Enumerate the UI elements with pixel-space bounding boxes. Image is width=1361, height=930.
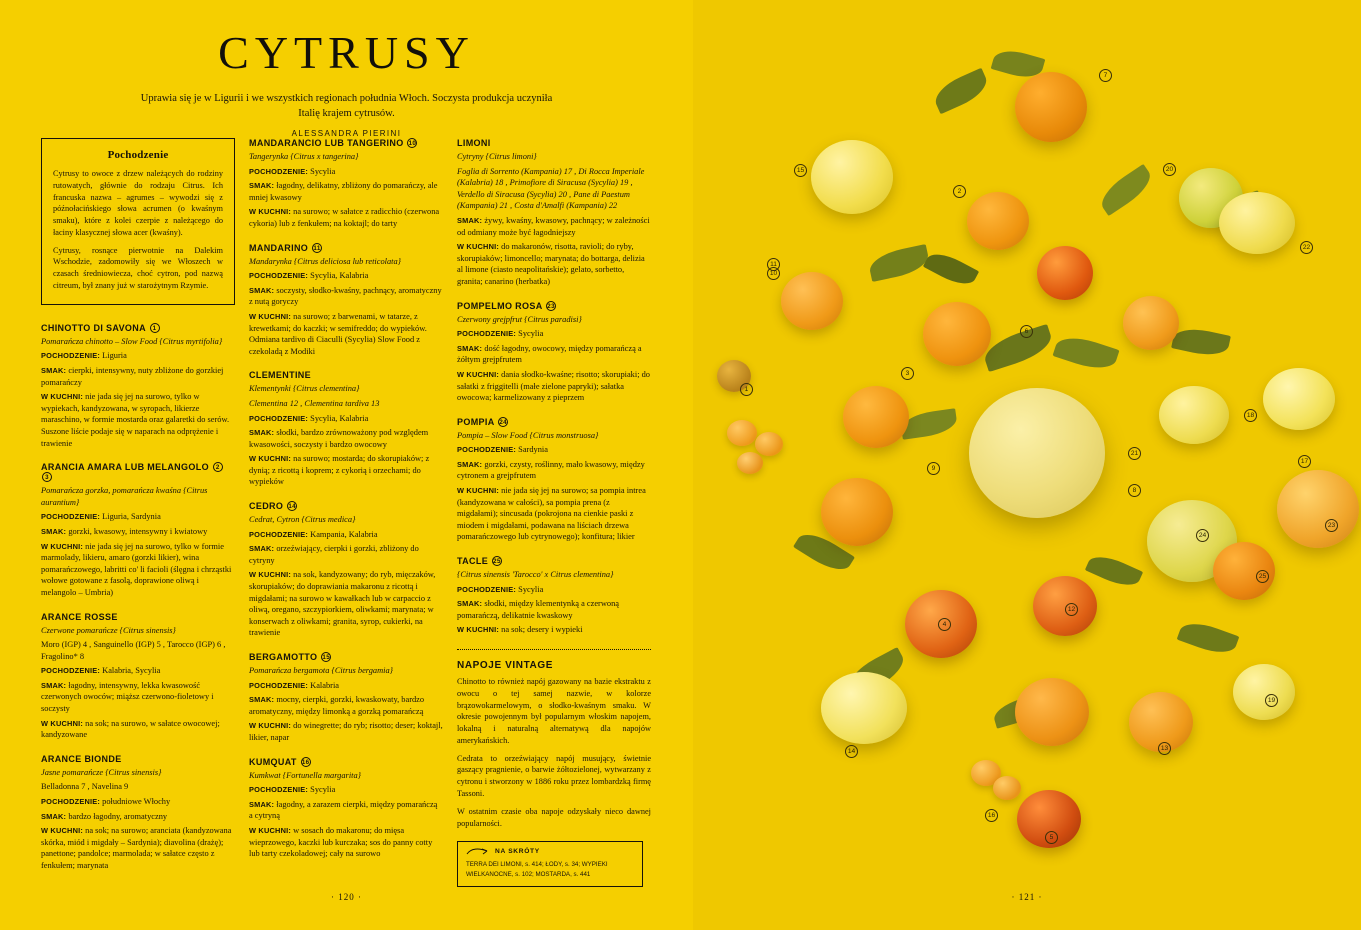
fruit-grapefruit — [1277, 470, 1359, 548]
entry-bergamotto — [249, 652, 443, 744]
entry-name: POMPIA 24 — [457, 416, 507, 427]
callout-number: 9 — [927, 462, 940, 475]
entry-mandarancio — [249, 138, 443, 230]
entry-cedro — [249, 501, 443, 639]
shortcuts-header — [466, 847, 634, 856]
kitchen-value: dania słodko-kwaśne; risotto; skorupiaki; do sałatki z friggitelli (małe zielone papryki); sałatka owocowa; karmelizowany z pieprzem — [457, 369, 650, 403]
entry-latin: Kumkwat {Fortunella margarita} — [249, 770, 362, 780]
origin-label: POCHODZENIE: — [249, 680, 309, 690]
origin-box-heading: Pochodzenie — [107, 149, 169, 161]
fruit-lemon — [1233, 664, 1295, 720]
entry-name: POMPELMO ROSA 23 — [457, 300, 555, 311]
taste-value: soczysty, słodko-kwaśny, pachnący, aromatyczny z nutą goryczy — [249, 285, 442, 307]
entry-latin: Czerwone pomarańcze {Citrus sinensis} — [41, 625, 176, 635]
kitchen-label: W KUCHNI: — [41, 541, 84, 551]
origin-label: POCHODZENIE: — [41, 512, 101, 522]
taste-label: SMAK: — [457, 459, 483, 469]
taste-label: SMAK: — [249, 544, 275, 554]
taste-label: SMAK: — [249, 428, 275, 438]
callout-number: 16 — [301, 758, 310, 766]
callout-number: 2 — [953, 185, 966, 198]
entry-name: MANDARANCIO LUB TANGERINO 10 — [249, 138, 417, 148]
kitchen-value: nie jada się jej na surowo, tylko w formie marmolady, likieru, amaro (gorzki likier), wina pomarańczowego, labritti co' li facioli (ślęgna i chrząstki wołowe gotowane z fasolą, doprawione oliwą i melangolo – Umbria) — [41, 541, 232, 597]
shortcuts-line: TERRA DEI LIMONI, s. 414; ŁODY, s. 34; WYPIEKI — [466, 861, 608, 869]
entry-varieties: Moro (IGP) 4 , Sanguinello (IGP) 5 , Tarocco (IGP) 6 , Fragolino* 8 — [41, 640, 226, 661]
fruit-lemon — [1219, 192, 1295, 254]
origin-value: Sycylia — [518, 584, 544, 594]
fruit-lemon — [811, 140, 893, 214]
entry-latin: Cytryny {Citrus limoni} — [457, 152, 537, 161]
callout-number: 14 — [288, 503, 296, 511]
entry-arance-rosse — [41, 612, 235, 741]
kitchen-label: W KUCHNI: — [249, 721, 292, 731]
entry-kumquat — [249, 757, 443, 860]
entry-limoni — [457, 138, 651, 288]
callout-number: 24 — [499, 418, 507, 426]
callout-number: 25 — [1256, 570, 1269, 583]
page-title: CYTRUSY — [218, 27, 475, 78]
leaf — [923, 247, 979, 291]
origin-box-paragraph: Cytrusy, rosnące pierwotnie na Dalekim Wschodzie, zadomowiły się we Włoszech w czasach średniowiecza, choć cytron, pod nazwą citreum, był znany już w starożytnym Rzymie. — [53, 245, 223, 291]
callout-number: 20 — [1163, 163, 1176, 176]
taste-value: mocny, cierpki, gorzki, kwaskowaty, bardzo aromatyczny, między limonką a gorzką pomarańczą — [249, 695, 425, 716]
origin-value: Sycylia, Kalabria — [310, 271, 369, 281]
page-subtitle: Uprawia się je w Ligurii i we wszystkich regionach południa Włoch. Soczysta produkcja uczyniła Italię krajem cytrusów. — [140, 93, 553, 120]
origin-value: Sycylia — [310, 166, 336, 176]
taste-label: SMAK: — [41, 366, 67, 375]
origin-label: POCHODZENIE: — [457, 329, 517, 339]
origin-label: POCHODZENIE: — [249, 166, 309, 176]
entry-latin: Czerwony grejpfrut {Citrus paradisi} — [457, 314, 582, 324]
origin-value: Sycylia — [518, 329, 544, 339]
taste-label: SMAK: — [249, 695, 275, 705]
taste-label: SMAK: — [41, 680, 67, 690]
origin-label: POCHODZENIE: — [41, 666, 101, 676]
citrus-photograph — [693, 0, 1361, 930]
fruit-kumquat — [993, 776, 1021, 800]
entry-varieties: Clementina 12 , Clementina tardiva 13 — [249, 398, 380, 408]
origin-value: Kalabria, Sycylia — [102, 666, 161, 676]
kitchen-value: na sok; desery i wypieki — [501, 625, 583, 635]
fruit-orange — [1123, 296, 1179, 350]
origin-label: POCHODZENIE: — [249, 413, 309, 423]
fruit-orange — [1015, 72, 1087, 142]
entry-latin: Cedrat, Cytron {Citrus medica} — [249, 515, 356, 525]
origin-label: POCHODZENIE: — [41, 797, 101, 807]
kitchen-value: do makaronów, risotta, ravioli; do ryby, skorupiaków; limoncello; marynata; do bottarga, delizia al limone (ciasto neapolitańskie); gelato, sorbetto, granita; canarino (herbatka) — [457, 242, 645, 286]
vintage-paragraph: Chinotto to również napój gazowany na bazie ekstraktu z owocu o tej samej nazwie, w kolorze brązowokarmelowym, o słodko-kwaśnym smaku. W okresie powojennym był popularnym włoskim napojem, lokalną i naturalną alternatywą dla napojów amerykańskich. — [457, 677, 651, 745]
entry-varieties: Belladonna 7 , Navelina 9 — [41, 782, 129, 792]
origin-value: Sycylia, Kalabria — [310, 413, 369, 423]
leaf — [1095, 164, 1157, 216]
taste-label: SMAK: — [457, 343, 483, 353]
kitchen-value: na sok; na surowo; aranciata (kandyzowana skórka, miód i migdały – Sardynia); diavolina (drażę); panettone; pandolce; marmolada; w sałatce często z fenkułem; marynata — [41, 826, 232, 870]
shortcuts-box — [457, 841, 643, 887]
taste-value: łagodny, a zarazem cierpki, między pomarańczą a cytryną — [249, 799, 438, 821]
callout-number: 12 — [1065, 603, 1078, 616]
kitchen-label: W KUCHNI: — [41, 718, 84, 728]
origin-label: POCHODZENIE: — [457, 445, 517, 455]
kitchen-value: nie jada się jej na surowo; sa pompia intrea (kandyzowana w całości), sa pompia prena (z migdałami); sincusada (pokrojona na cienkie paski z miodem i migdałami, podawana na liściach drzewa pomarańczowego lub cytrynowego); konfitura; likier — [457, 486, 646, 542]
entry-name: BERGAMOTTO 15 — [249, 652, 330, 662]
entry-name: CHINOTTO DI SAVONA 1 — [41, 323, 235, 333]
kitchen-label: W KUCHNI: — [457, 242, 500, 252]
entry-arancia-amara — [41, 462, 235, 598]
callout-number: 10 — [767, 267, 780, 280]
origin-box-paragraph: Cytrusy to owoce z drzew należących do rodziny rutowatych, głównie do rodzaju Citrus. Ich francuska nazwa – agrumes – wywodzi się z późnołacińskiego słowa acrumen (o kwaśnym smaku), które z kolei czerpie z należącego do łaciny klasycznej słowa acer (kwaśny). — [53, 169, 223, 237]
leaf — [930, 68, 992, 115]
right-page-photo — [693, 0, 1361, 930]
taste-value: łagodny, delikatny, zbliżony do pomarańczy, ale mniej kwasowy — [249, 181, 438, 202]
fruit-pompia — [969, 388, 1105, 518]
article-columns — [41, 138, 653, 887]
kitchen-label: W KUCHNI: — [41, 826, 84, 836]
entry-arance-bionde — [41, 754, 235, 872]
origin-label: POCHODZENIE: — [249, 271, 309, 281]
fruit-kumquat — [755, 432, 783, 456]
fruit-kumquat — [737, 452, 763, 474]
callout-number: 4 — [938, 618, 951, 631]
kitchen-label: W KUCHNI: — [457, 369, 500, 379]
origin-box — [41, 138, 235, 305]
callout-number: 10 — [408, 140, 417, 147]
kitchen-value: w sosach do makaronu; do mięsa wieprzowego, kaczki lub kurczaka; sos do panny cotty lub tarty czekoladowej; cały na surowo — [249, 825, 433, 859]
taste-label: SMAK: — [41, 811, 67, 821]
entry-name: CEDRO 14 — [249, 501, 296, 512]
callout-number: 8 — [1128, 484, 1141, 497]
callout-number: 14 — [845, 745, 858, 758]
origin-value: Kampania, Kalabria — [310, 529, 378, 539]
callout-number: 22 — [1300, 241, 1313, 254]
kitchen-label: W KUCHNI: — [249, 825, 292, 835]
callout-number: 18 — [1244, 409, 1257, 422]
taste-value: dość łagodny, owocowy, między pomarańczą a żółtym grejpfrutem — [457, 343, 642, 365]
leaf — [1085, 550, 1143, 592]
vintage-drinks-section — [457, 660, 651, 829]
entry-name: KUMQUAT 16 — [249, 756, 310, 767]
column-1 — [41, 138, 235, 887]
callout-number: 24 — [1196, 529, 1209, 542]
kitchen-value: do winegrette; do ryb; risotto; deser; koktajl, likier, napar — [249, 721, 443, 742]
leaf — [980, 324, 1055, 372]
kitchen-value: na sok; na surowo, w sałatce owocowej; kandyzowane — [41, 718, 220, 740]
kitchen-label: W KUCHNI: — [249, 311, 292, 321]
callout-number: 3 — [42, 472, 52, 482]
leaf — [1171, 324, 1231, 359]
taste-value: cierpki, intensywny, nuty zbliżone do gorzkiej pomarańczy — [41, 366, 224, 387]
taste-value: bardzo łagodny, aromatyczny — [68, 811, 168, 821]
origin-value: Sycylia — [310, 785, 336, 795]
entry-latin: Tangerynka {Citrus x tangerina} — [249, 152, 359, 161]
entry-name: LIMONI — [457, 138, 491, 148]
kitchen-value: na sok, kandyzowany; do ryb, mięczaków, skorupiaków; do doprawiania makaronu z ricottą i migdałami; na surowo w kawałkach lub w carpaccio z oliwą, oregano, szczypiorkiem, oliwkami; marynata; w konserwach z oliwkami; granita, syrop, cukierki, na trawienie — [249, 570, 436, 638]
origin-value: Liguria, Sardynia — [102, 512, 161, 522]
kitchen-value: na surowo; w sałatce z radicchio (czerwona cykoria) lub z fenkułem; na koktajl; do tarty — [249, 207, 440, 228]
callout-number: 6 — [1020, 325, 1033, 338]
entry-pompia — [457, 417, 651, 543]
callout-number: 19 — [1265, 694, 1278, 707]
vintage-heading: NAPOJE VINTAGE — [457, 660, 554, 671]
origin-value: Sardynia — [518, 445, 548, 455]
origin-label: POCHODZENIE: — [41, 351, 101, 361]
entry-name: ARANCE BIONDE — [41, 753, 122, 764]
entry-latin: {Citrus sinensis 'Tarocco' x Citrus clementina} — [457, 570, 614, 580]
taste-value: gorzki, czysty, roślinny, mało kwasowy, między cytronem a grejpfrutem — [457, 459, 645, 481]
taste-label: SMAK: — [249, 285, 275, 295]
entry-latin: Pomarańcza chinotto – Slow Food {Citrus myrtifolia} — [41, 336, 223, 346]
entry-latin: Pomarańcza bergamota {Citrus bergamia} — [249, 666, 394, 675]
fruit-kumquat — [727, 420, 757, 446]
fruit-clementine — [1015, 678, 1089, 746]
taste-label: SMAK: — [457, 599, 483, 609]
entry-varieties: Foglia di Sorrento (Kampania) 17 , Di Rocca Imperiale (Kalabria) 18 , Primofiore di Siracusa (Sycylia) 19 , Verdello di Siracusa (Sycylia) 20 , Pane di Paestum (Kampania) 21 , Costa d'Amalfi (Kampania) 22 — [457, 166, 645, 211]
origin-label: POCHODZENIE: — [249, 529, 309, 539]
entry-latin: Jasne pomarańcze {Citrus sinensis} — [41, 767, 162, 777]
entry-chinotto-di-savona — [41, 323, 235, 449]
shortcuts-title: NA SKRÓTY — [495, 848, 540, 856]
vintage-paragraph: W ostatnim czasie oba napoje odzyskały nieco dawnej popularności. — [457, 806, 651, 828]
taste-value: gorzki, kwasowy, intensywny i kwiatowy — [68, 526, 208, 536]
kitchen-label: W KUCHNI: — [457, 625, 500, 635]
entry-name: MANDARINO 11 — [249, 242, 321, 253]
callout-number-11: 11 — [767, 258, 780, 271]
callout-number: 1 — [740, 383, 753, 396]
entry-tacle — [457, 556, 651, 636]
callout-number: 11 — [313, 244, 321, 252]
taste-label: SMAK: — [249, 799, 275, 809]
origin-value: południowe Włochy — [102, 797, 171, 807]
kitchen-label: W KUCHNI: — [249, 454, 292, 464]
kitchen-value: nie jada się jej na surowo, tylko w wypiekach, kandyzowana, w syropach, likierze maraschino, w formie mostarda oraz galaretki do serów. Suszone liście podaje się w naparach na odprężenie i trawienie — [41, 392, 230, 448]
callout-number: 23 — [547, 302, 555, 310]
callout-number: 21 — [1128, 447, 1141, 460]
kitchen-label: W KUCHNI: — [249, 207, 292, 217]
kitchen-label: W KUCHNI: — [457, 486, 500, 496]
entry-name: TACLE 25 — [457, 556, 501, 567]
fruit-orange — [967, 192, 1029, 250]
callout-number: 25 — [493, 558, 501, 566]
callout-number: 17 — [1298, 455, 1311, 468]
callout-number: 13 — [1158, 742, 1171, 755]
entry-name: CLEMENTINE — [249, 370, 311, 381]
leaf — [1053, 331, 1120, 375]
fruit-lemon — [1263, 368, 1335, 430]
entry-name: ARANCIA AMARA LUB MELANGOLO 2 3 — [41, 462, 235, 482]
divider — [457, 649, 651, 650]
callout-number: 2 — [213, 462, 223, 472]
folio-left: · 120 · — [331, 892, 362, 902]
origin-value: Kalabria — [310, 680, 340, 690]
taste-label: SMAK: — [457, 215, 483, 225]
entry-pompelmo-rosa — [457, 301, 651, 404]
fruit-orange — [821, 478, 893, 546]
fruit-mandarin — [781, 272, 843, 330]
fruit-orange — [843, 386, 909, 448]
entry-latin: Klementynki {Citrus clementina} — [249, 384, 360, 394]
arrow-icon — [466, 847, 490, 856]
callout-number: 1 — [150, 323, 160, 333]
callout-number: 15 — [322, 654, 330, 661]
origin-label: POCHODZENIE: — [249, 785, 309, 795]
fruit-blood-orange — [1037, 246, 1093, 300]
fruit-orange — [923, 302, 991, 366]
fruit-lemon — [1159, 386, 1229, 444]
taste-label: SMAK: — [41, 526, 67, 536]
taste-value: słodki, bardzo zrównoważony pod względem kwasowości, soczysty i bardzo owocowy — [249, 428, 429, 449]
leaf — [1177, 617, 1240, 659]
leaf — [867, 244, 931, 282]
taste-value: słodki, między klementynką a czerwoną pomarańczą, delikatnie kwaskowy — [457, 599, 619, 620]
taste-label: SMAK: — [249, 181, 275, 191]
kitchen-value: na surowo; mostarda; do skorupiaków; z dynią; z ricottą i koprem; z cykorią i orzechami; do wypieków — [249, 454, 430, 487]
entry-clementine — [249, 370, 443, 488]
callout-number: 3 — [901, 367, 914, 380]
entry-latin: Mandarynka {Citrus deliciosa lub reticolata} — [249, 256, 402, 266]
entry-name: ARANCE ROSSE — [41, 611, 118, 622]
shortcuts-line: WIELKANOCNE, s. 102; MOSTARDA, s. 441 — [466, 870, 591, 878]
taste-value: orzeźwiający, cierpki i gorzki, zbliżony do cytryny — [249, 544, 419, 565]
origin-label: POCHODZENIE: — [457, 584, 517, 594]
column-3 — [457, 138, 651, 887]
byline: ALESSANDRA PIERINI — [291, 129, 402, 139]
column-2 — [249, 138, 443, 887]
callout-number: 15 — [794, 164, 807, 177]
entry-latin: Pompia – Slow Food {Citrus monstruosa} — [457, 430, 599, 440]
callout-number: 7 — [1099, 69, 1112, 82]
entry-latin: Pomarańcza gorzka, pomarańcza kwaśna {Citrus aurantium} — [41, 486, 208, 507]
fruit-lemon — [821, 672, 907, 744]
entry-mandarino — [249, 243, 443, 358]
callout-number: 5 — [1045, 831, 1058, 844]
callout-number: 23 — [1325, 519, 1338, 532]
vintage-paragraph: Cedrata to orzeźwiający napój musujący, świetnie gaszący pragnienie, o barwie żółtozielonej, wytwarzany z cytronu i stworzony w 1886 roku przez lombardzką firmę Tassoni. — [457, 753, 651, 799]
kitchen-label: W KUCHNI: — [41, 392, 84, 402]
origin-value: Liguria — [102, 351, 127, 361]
kitchen-value: na surowo; z barwenami, w tatarze, z krewetkami; do kaczki; w semifreddo; do wypieków. Odmiana tardivo di Ciaculli (Sycylia) Slow Food z czekoladą z Modiki — [249, 311, 427, 356]
folio-right: · 121 · — [1011, 892, 1043, 902]
taste-value: łagodny, intensywny, lekka kwasowość czerwonych owoców; miąższ czerwono-fioletowy i soczysty — [41, 680, 214, 714]
kitchen-label: W KUCHNI: — [249, 570, 292, 580]
taste-value: żywy, kwaśny, kwasowy, pachnący; w zależności od odmiany może być łagodniejszy — [457, 215, 650, 237]
callout-number: 16 — [985, 809, 998, 822]
